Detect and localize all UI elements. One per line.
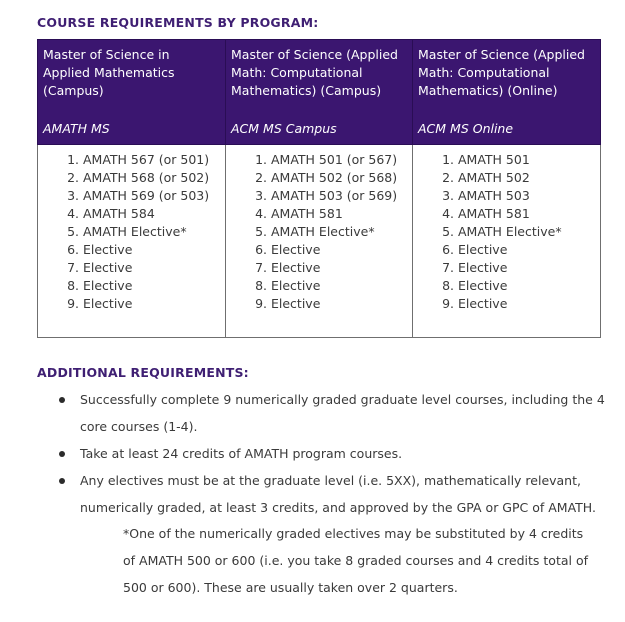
course-list-cell-acm-ms-online	[413, 145, 601, 338]
bullet-icon	[59, 478, 65, 484]
course-name: Elective	[271, 242, 321, 257]
list-item	[413, 169, 600, 187]
list-item	[38, 169, 225, 187]
course-name: AMATH 569 (or 503)	[83, 188, 210, 203]
list-number: 1.	[442, 152, 454, 167]
list-number: 8.	[255, 278, 267, 293]
program-header-acm-ms-campus	[226, 40, 413, 145]
requirement-text: Any electives must be at the graduate level (i.e. 5XX), mathematically relevant, numerically graded, at least 3 credits, and approved by the GPA or GPC of AMATH.	[80, 473, 596, 515]
list-number: 5.	[67, 224, 79, 239]
additional-requirements-title: ADDITIONAL REQUIREMENTS:	[37, 365, 249, 380]
course-list-cell-amath-ms	[38, 145, 226, 338]
list-number: 6.	[67, 242, 79, 257]
list-number: 8.	[442, 278, 454, 293]
program-code: AMATH MS	[43, 121, 110, 136]
list-item	[226, 277, 412, 295]
list-number: 9.	[442, 296, 454, 311]
list-number: 3.	[442, 188, 454, 203]
program-name: Master of Science (Applied Math: Computational Mathematics) (Campus)	[231, 47, 398, 98]
table-body-row	[38, 145, 601, 338]
list-item	[226, 187, 412, 205]
list-item	[226, 151, 412, 169]
course-name: AMATH Elective*	[458, 224, 562, 239]
list-number: 6.	[255, 242, 267, 257]
list-item	[413, 295, 600, 313]
list-item	[413, 151, 600, 169]
program-code: ACM MS Campus	[231, 121, 337, 136]
additional-requirements-list	[57, 386, 605, 521]
course-name: AMATH 567 (or 501)	[83, 152, 210, 167]
course-name: AMATH 503 (or 569)	[271, 188, 398, 203]
bullet-icon	[59, 397, 65, 403]
course-name: AMATH Elective*	[271, 224, 375, 239]
list-number: 2.	[255, 170, 267, 185]
course-name: AMATH 501	[458, 152, 530, 167]
course-name: Elective	[271, 278, 321, 293]
list-number: 2.	[67, 170, 79, 185]
list-item	[413, 259, 600, 277]
list-number: 4.	[442, 206, 454, 221]
course-name: AMATH Elective*	[83, 224, 187, 239]
list-item	[226, 241, 412, 259]
list-item	[226, 205, 412, 223]
course-name: Elective	[458, 260, 508, 275]
list-item	[413, 277, 600, 295]
course-name: AMATH 503	[458, 188, 530, 203]
list-number: 7.	[442, 260, 454, 275]
list-number: 8.	[67, 278, 79, 293]
requirement-text: Successfully complete 9 numerically graded graduate level courses, including the 4 core courses (1-4).	[80, 392, 605, 434]
bullet-icon	[59, 451, 65, 457]
list-number: 3.	[255, 188, 267, 203]
list-item	[413, 187, 600, 205]
list-item	[226, 223, 412, 241]
course-name: Elective	[271, 260, 321, 275]
list-item	[57, 467, 605, 521]
course-name: Elective	[83, 260, 133, 275]
course-name: AMATH 502	[458, 170, 530, 185]
list-number: 4.	[67, 206, 79, 221]
course-list-cell-acm-ms-campus	[226, 145, 413, 338]
list-number: 6.	[442, 242, 454, 257]
requirement-text: Take at least 24 credits of AMATH program courses.	[80, 446, 403, 461]
course-name: AMATH 502 (or 568)	[271, 170, 398, 185]
course-name: AMATH 501 (or 567)	[271, 152, 398, 167]
list-number: 1.	[255, 152, 267, 167]
course-requirements-title: COURSE REQUIREMENTS BY PROGRAM:	[37, 15, 319, 30]
course-name: Elective	[271, 296, 321, 311]
program-header-acm-ms-online	[413, 40, 601, 145]
course-list	[226, 151, 412, 313]
list-number: 2.	[442, 170, 454, 185]
course-name: AMATH 581	[458, 206, 530, 221]
course-list	[38, 151, 225, 313]
program-name: Master of Science (Applied Math: Computational Mathematics) (Online)	[418, 47, 585, 98]
list-number: 9.	[67, 296, 79, 311]
course-name: Elective	[458, 296, 508, 311]
list-item	[413, 241, 600, 259]
course-name: AMATH 584	[83, 206, 155, 221]
program-header-amath-ms	[38, 40, 226, 145]
course-name: AMATH 581	[271, 206, 343, 221]
list-item	[38, 295, 225, 313]
list-item	[38, 277, 225, 295]
list-item	[413, 223, 600, 241]
list-number: 3.	[67, 188, 79, 203]
program-requirements-table	[37, 39, 601, 338]
course-list	[413, 151, 600, 313]
course-name: Elective	[83, 278, 133, 293]
table-header-row	[38, 40, 601, 145]
program-name: Master of Science in Applied Mathematics (Campus)	[43, 47, 175, 98]
program-code: ACM MS Online	[418, 121, 514, 136]
list-number: 7.	[255, 260, 267, 275]
list-number: 5.	[255, 224, 267, 239]
list-number: 4.	[255, 206, 267, 221]
course-name: Elective	[458, 242, 508, 257]
list-number: 9.	[255, 296, 267, 311]
course-name: Elective	[83, 296, 133, 311]
course-name: Elective	[458, 278, 508, 293]
list-item	[226, 169, 412, 187]
list-number: 1.	[67, 152, 79, 167]
list-number: 5.	[442, 224, 454, 239]
list-item	[38, 187, 225, 205]
list-item	[38, 205, 225, 223]
list-item	[38, 241, 225, 259]
list-item	[38, 151, 225, 169]
course-name: AMATH 568 (or 502)	[83, 170, 210, 185]
list-number: 7.	[67, 260, 79, 275]
list-item	[57, 386, 605, 440]
list-item	[57, 440, 605, 467]
list-item	[38, 259, 225, 277]
list-item	[226, 259, 412, 277]
list-item	[38, 223, 225, 241]
list-item	[226, 295, 412, 313]
course-name: Elective	[83, 242, 133, 257]
list-item	[413, 205, 600, 223]
elective-substitution-note: *One of the numerically graded electives may be substituted by 4 credits of AMATH 500 or 600 (i.e. you take 8 graded courses and 4 credits total of 500 or 600). These are usually taken over 2 quarters.	[123, 526, 588, 595]
